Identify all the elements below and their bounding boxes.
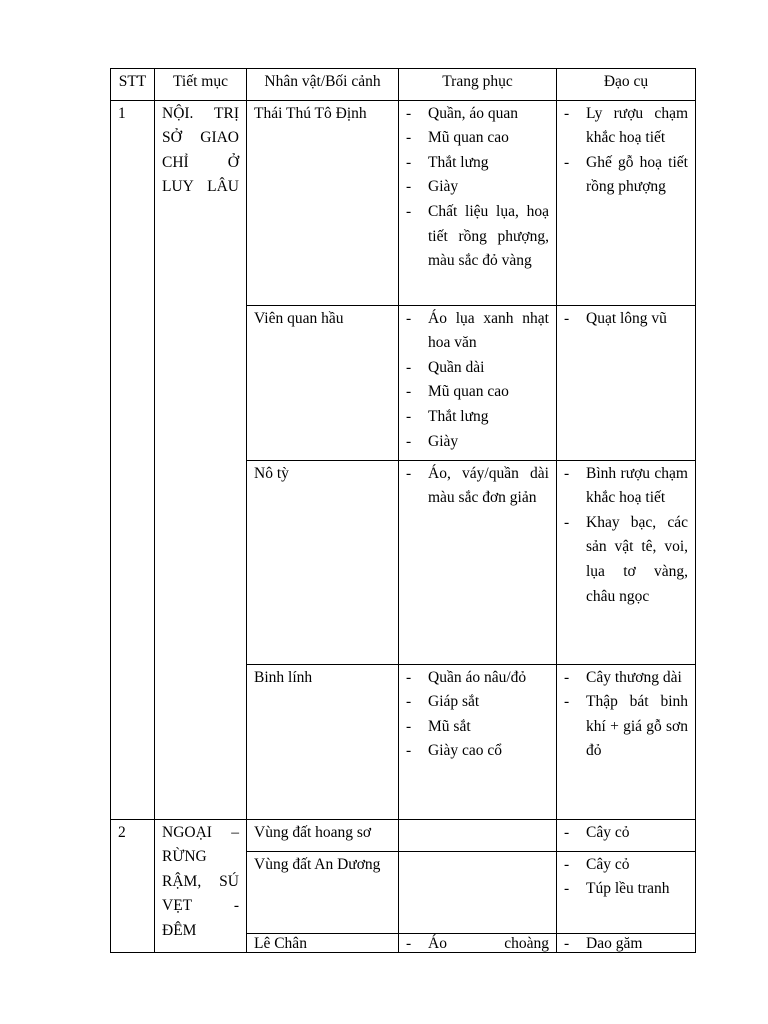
prop-item: - Bình rượu chạm khắc hoạ tiết [564,462,688,511]
table-row [111,819,696,851]
costume-item: - Quần áo nâu/đỏ [406,666,549,691]
costume-cell [399,933,557,952]
character-cell: Viên quan hầu [247,305,399,460]
prop-item: - Thập bát binh khí + giá gỗ sơn đỏ [564,690,688,764]
costume-item: - Mũ sắt [406,715,549,740]
stt-cell: 2 [111,819,155,952]
costume-cell [399,460,557,664]
props-cell [557,460,696,664]
prop-item: - Cây thương dài [564,666,688,691]
scene-line: RẬM, SÚ [162,872,239,890]
header-scene: Tiết mục [155,69,247,101]
scene-line: RỪNG [162,848,207,866]
scene-line: LUY LÂU [162,178,239,196]
costume-item: - Thắt lưng [406,151,549,176]
table-header-row [111,69,696,101]
costume-cell [399,664,557,819]
props-cell [557,100,696,305]
character-cell: Binh lính [247,664,399,819]
stt-cell: 1 [111,100,155,819]
character-cell: Vùng đất An Dương [247,851,399,933]
character-cell: Lê Chân [247,933,399,952]
costume-item: - Giày cao cổ [406,739,549,764]
header-character: Nhân vật/Bối cảnh [247,69,399,101]
props-cell [557,305,696,460]
props-cell [557,664,696,819]
costume-cell [399,851,557,933]
costume-item: - Giày [406,430,549,455]
prop-item: - Khay bạc, các sản vật tê, voi, lụa tơ vàng, châu ngọc [564,511,688,609]
character-cell: Nô tỳ [247,460,399,664]
costume-item: - Mũ quan cao [406,126,549,151]
scene-cell [155,819,247,952]
prop-item: - Quạt lông vũ [564,307,688,332]
header-costume: Trang phục [399,69,557,101]
costume-item: - Áo choàng [406,935,549,952]
table-row [111,100,696,305]
character-cell: Vùng đất hoang sơ [247,819,399,851]
prop-item: - Cây cỏ [564,853,688,878]
prop-item: - Dao găm [564,935,688,952]
props-cell [557,933,696,952]
costume-item: - Áo lụa xanh nhạt hoa văn [406,307,549,356]
costume-item: - Áo, váy/quần dài màu sắc đơn giản [406,462,549,511]
scene-line: SỞ GIAO [162,129,239,147]
scene-line: CHỈ Ở [162,153,239,171]
header-props: Đạo cụ [557,69,696,101]
props-cell [557,851,696,933]
prop-item: - Ly rượu chạm khắc hoạ tiết [564,102,688,151]
prop-item: - Cây cỏ [564,821,688,846]
costume-item: - Quần, áo quan [406,102,549,127]
costume-item: - Thắt lưng [406,405,549,430]
scene-cell [155,100,247,819]
costume-item: - Giáp sắt [406,690,549,715]
costume-cell [399,819,557,851]
costume-cell [399,305,557,460]
scene-line: ĐÊM [162,921,197,939]
costume-item: - Mũ quan cao [406,380,549,405]
costume-item: - Giày [406,175,549,200]
scene-line: NGOẠI – [162,823,239,841]
character-cell: Thái Thú Tô Định [247,100,399,305]
production-table [110,68,696,953]
scene-line: NỘI. TRỊ [162,104,239,122]
scene-line: VẸT - [162,897,239,915]
prop-item: - Túp lều tranh [564,877,688,902]
header-stt: STT [111,69,155,101]
costume-item: - Quần dài [406,356,549,381]
props-cell [557,819,696,851]
costume-item: - Chất liệu lụa, hoạ tiết rồng phượng, màu sắc đỏ vàng [406,200,549,274]
prop-item: - Ghế gỗ hoạ tiết rồng phượng [564,151,688,200]
costume-cell [399,100,557,305]
